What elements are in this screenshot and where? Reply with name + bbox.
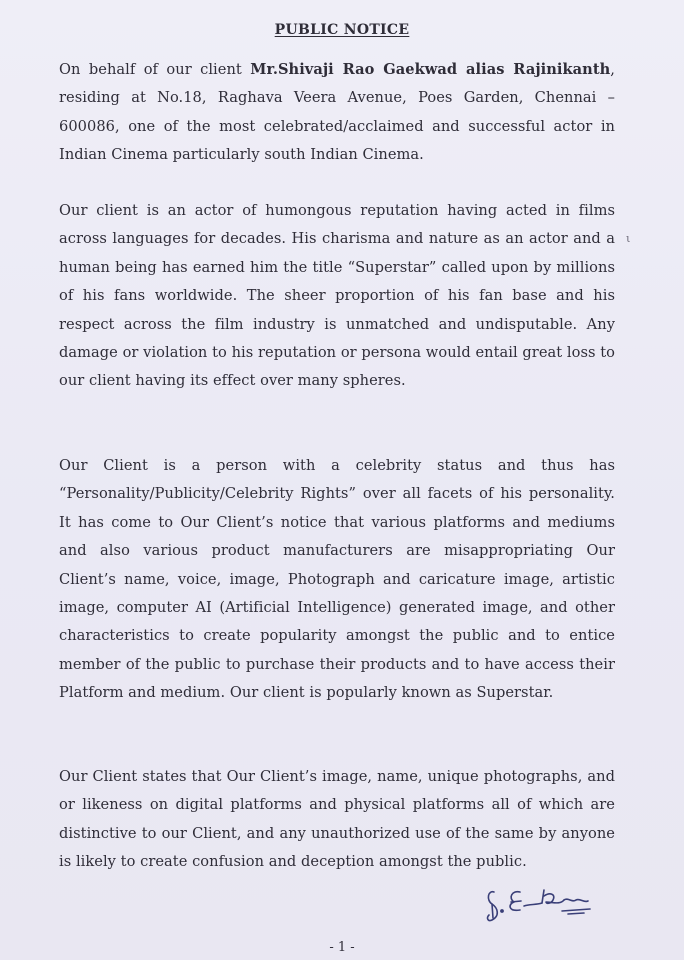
margin-mark: ι bbox=[626, 232, 631, 245]
client-address-text: , residing at No.18, Raghava Veera Avenue, Poes Garden, Chennai – 600086, one of the most celebrated/acclaimed and successful actor in Indian Cinema particularly south Indian Cinema. bbox=[59, 61, 615, 164]
client-name: Mr.Shivaji Rao Gaekwad alias Rajinikanth bbox=[250, 61, 611, 78]
intro-text: On behalf of our client bbox=[59, 61, 251, 78]
notice-title: PUBLIC NOTICE bbox=[274, 22, 410, 38]
handwritten-signature-icon bbox=[480, 878, 600, 924]
page-number: - 1 - bbox=[329, 940, 355, 955]
paragraph-confusion: Our Client states that Our Client’s image, name, unique photographs, and or likeness on digital platforms and physical platforms all of which are distinctive to our Client, and any unauthorized use of the same by anyone is likely to create confusion and deception amongst the public. bbox=[59, 768, 615, 871]
paragraph-celebrity-rights: Our Client is a person with a celebrity status and thus has “Personality/Publicity/Celebrity Rights” over all facets of his personality. It has come to Our Client’s notice that various platforms and mediums and also various product manufacturers are misappropriating Our Client’s name, voice, image, Photograph and caricature image, artistic image, computer AI (Artificial Intelligence) generated image, and other characteristics to create popularity amongst the public and to entice member of the public to purchase their products and to have access their Platform and medium. Our client is popularly known as Superstar. bbox=[59, 457, 615, 702]
paragraph-reputation: Our client is an actor of humongous reputation having acted in films across languages for decades. His charisma and nature as an actor and a human being has earned him the title “Superstar” called upon by millions of his fans worldwide. The sheer proportion of his fan base and his respect across the film industry is unmatched and undisputable. Any damage or violation to his reputation or persona would entail great loss to our client having its effect over many spheres. bbox=[59, 202, 615, 390]
page-title bbox=[0, 22, 684, 38]
paragraph-client-intro bbox=[59, 56, 615, 170]
